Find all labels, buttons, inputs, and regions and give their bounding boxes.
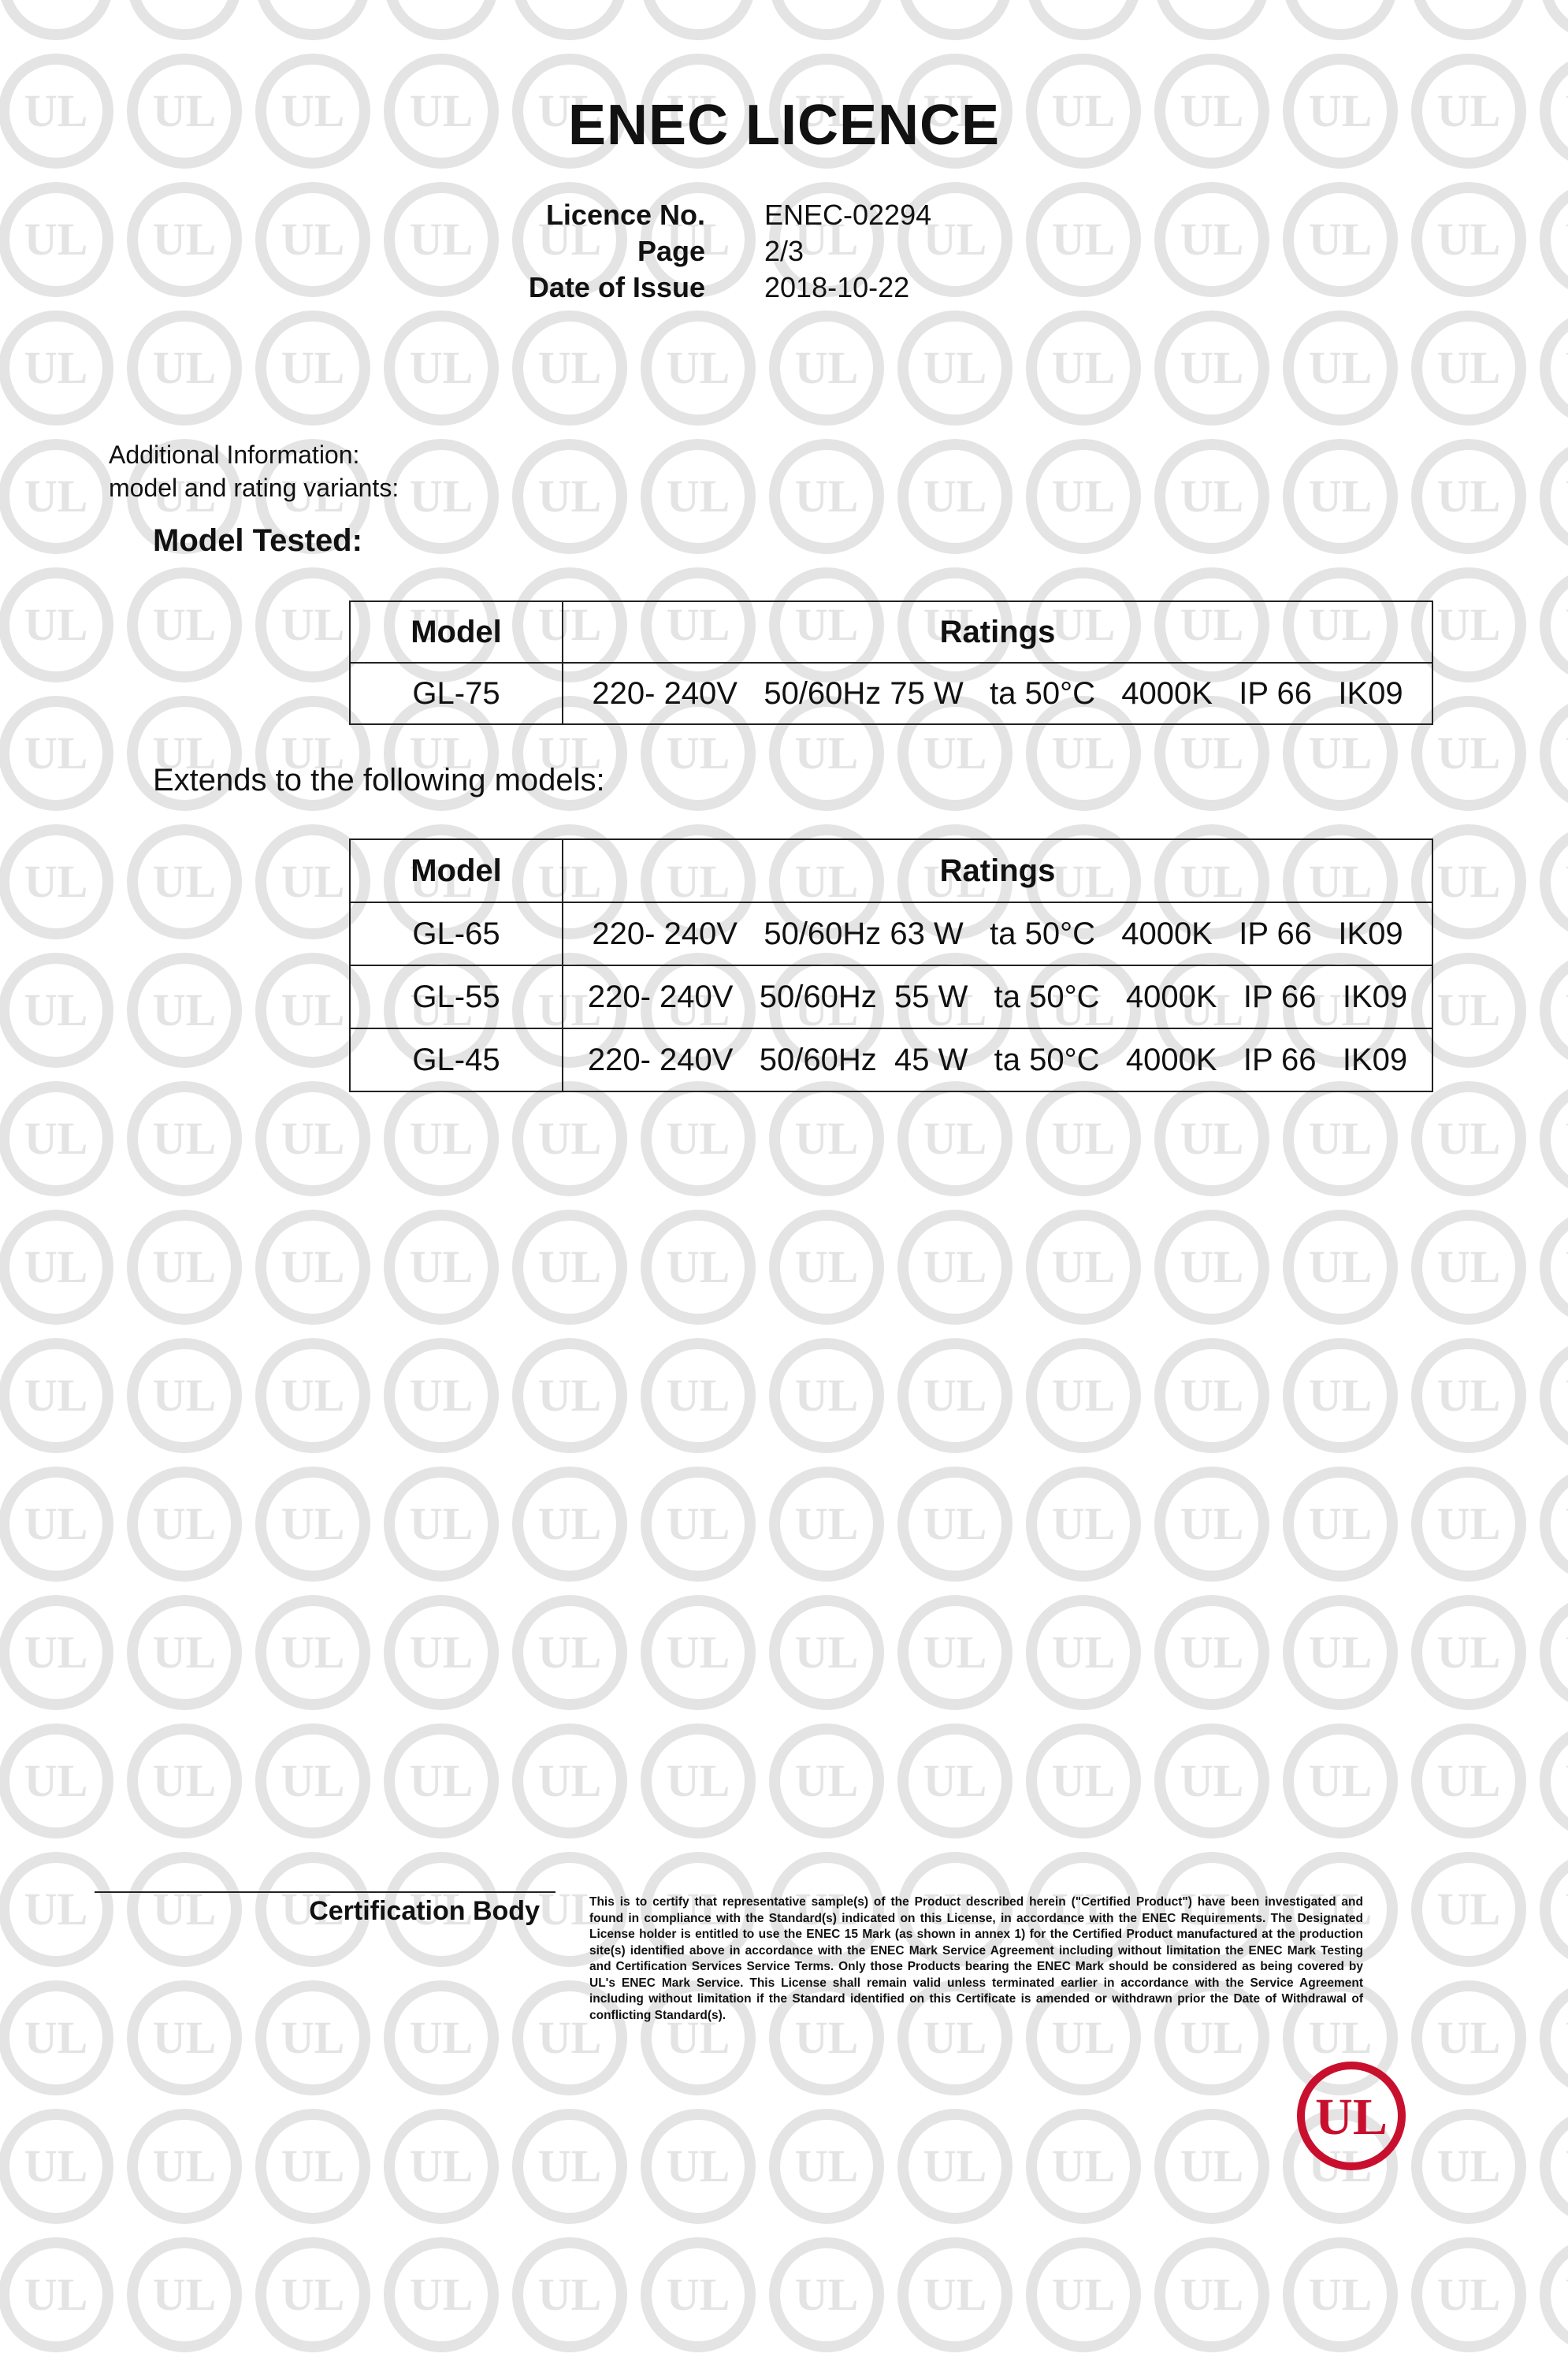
date-of-issue-value: 2018-10-22 [764, 271, 910, 303]
model-cell: GL-55 [350, 965, 563, 1028]
ratings-cell: 220- 240V 50/60Hz 45 W ta 50°C 4000K IP 66 IK09 [563, 1028, 1432, 1091]
table-row [350, 1028, 1432, 1091]
licence-number-value: ENEC-02294 [764, 199, 932, 231]
certification-body-label: Certification Body [309, 1896, 540, 1926]
model-tested-table [349, 600, 1433, 725]
ul-logo [1292, 2057, 1410, 2175]
table-row [350, 663, 1432, 724]
date-of-issue-label: Date of Issue [528, 271, 705, 303]
variants-line: model and rating variants: [109, 474, 399, 502]
page-label: Page [637, 235, 705, 267]
additional-information [109, 438, 399, 504]
additional-information-line: Additional Information: [109, 441, 360, 469]
model-column-header: Model [350, 839, 563, 902]
table-row [350, 965, 1432, 1028]
table-row [350, 902, 1432, 965]
page-row [441, 233, 1150, 270]
table-header-row [350, 601, 1432, 663]
model-cell: GL-45 [350, 1028, 563, 1091]
document-title: ENEC LICENCE [567, 94, 1001, 157]
certification-statement: This is to certify that representative sample(s) of the Product described herein ("Certified Product") have been investigated and found in compliance with the Standard(s) indicated on this License, in accordance with the ENEC Requirements. The Designated License holder is entitled to use the ENEC 15 Mark (as shown in annex 1) for the Certified Product manufactured at the production site(s) identified above in accordance with the ENEC Mark Service Agreement including without limitation the ENEC Mark Testing and Certification Services Service Terms. Only those Products bearing the ENEC Mark should be considered as being covered by UL's ENEC Mark Service. This License shall remain valid unless terminated earlier in accordance with the Service Agreement including without limitation if the Standard identified on this Certificate is amended or withdrawn prior the Date of Withdrawal of conflicting Standard(s). [589, 1895, 1363, 2022]
ratings-cell: 220- 240V 50/60Hz 75 W ta 50°C 4000K IP 66 IK09 [563, 663, 1432, 724]
ratings-column-header: Ratings [563, 839, 1432, 902]
date-of-issue-row [441, 270, 1150, 306]
licence-meta [441, 197, 1150, 306]
model-cell: GL-65 [350, 902, 563, 965]
model-column-header: Model [350, 601, 563, 663]
extended-models-table [349, 838, 1433, 1092]
svg-text:UL: UL [1315, 2088, 1388, 2146]
model-cell: GL-75 [350, 663, 563, 724]
extends-heading: Extends to the following models: [153, 763, 605, 798]
signature-line [95, 1891, 555, 1893]
licence-number-row [441, 197, 1150, 233]
licence-number-label: Licence No. [545, 199, 705, 231]
ratings-column-header: Ratings [563, 601, 1432, 663]
page-value: 2/3 [764, 235, 804, 267]
model-tested-heading: Model Tested: [153, 523, 362, 558]
table-header-row [350, 839, 1432, 902]
ratings-cell: 220- 240V 50/60Hz 63 W ta 50°C 4000K IP 66 IK09 [563, 902, 1432, 965]
ratings-cell: 220- 240V 50/60Hz 55 W ta 50°C 4000K IP 66 IK09 [563, 965, 1432, 1028]
